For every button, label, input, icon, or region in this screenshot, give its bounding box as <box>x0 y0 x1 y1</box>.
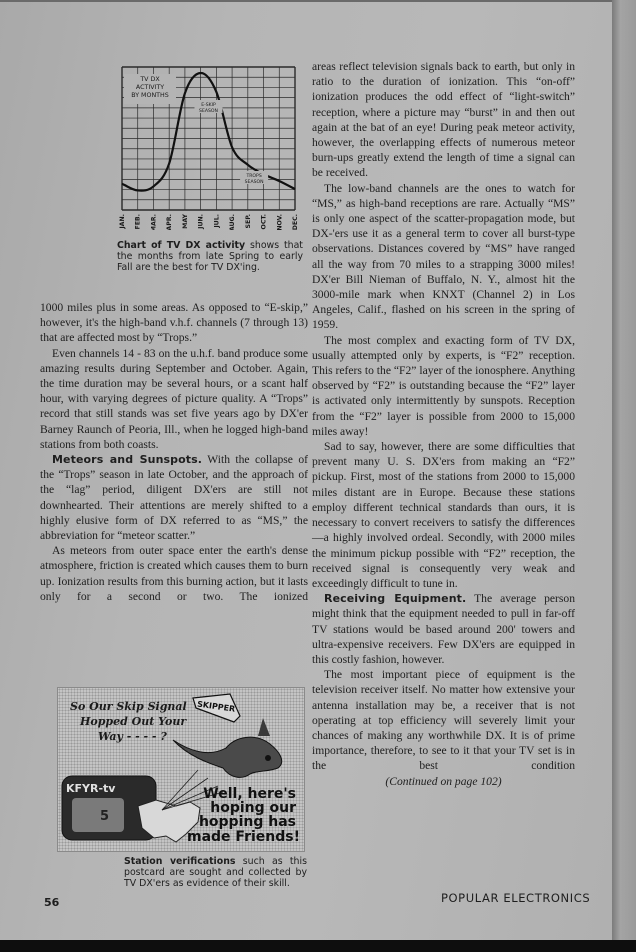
paragraph <box>40 452 308 543</box>
magazine-name-footer: POPULAR ELECTRONICS <box>441 891 591 905</box>
paragraph: The most complex and exacting form of TV DX, usually attempted only by experts, is “F2” reception. This refers to the “F2” layer of the ionosphere. Anything observed by “F2” is outstanding because the “F2” layer is activated only intermittently by sunspots. Reception from the “F2” layer is possible from 2000 to 15,000 miles away! <box>312 333 575 438</box>
page-number: 56 <box>44 896 60 909</box>
chart-caption-bold: Chart of TV DX activity <box>117 240 246 251</box>
svg-text:SEASON: SEASON <box>199 109 218 114</box>
paragraph: As meteors from outer space enter the earth's dense atmosphere, friction is created which causes them to burn up. Ionization results from this burning action, but it lasts only for a second or two. The ionized <box>40 544 308 603</box>
section-heading-meteors: Meteors and Sunspots. <box>52 453 203 467</box>
svg-text:OCT.: OCT. <box>260 214 268 230</box>
page-edge-shadow <box>612 0 636 940</box>
postcard-tagline-2: hoping our <box>210 800 296 816</box>
paragraph <box>312 591 575 667</box>
paragraph: Even channels 14 - 83 on the u.h.f. band produce some amazing results during September and October. Again, the time duration may be several hours, or a scant half hour, with varying degrees of picture quality. A “Trops” record that still stands was set five years ago by DX'er Barney Raunch of Peoria, Ill., when he logged high-band stations from both coasts. <box>40 346 308 451</box>
svg-text:TV DX: TV DX <box>140 76 160 83</box>
chart-caption-text: shows that the months from late Spring to early Fall are the best for TV DX'ing. <box>117 240 303 274</box>
svg-text:MAY: MAY <box>181 214 189 229</box>
svg-text:BY MONTHS: BY MONTHS <box>131 92 169 99</box>
svg-text:NOV.: NOV. <box>276 214 284 230</box>
svg-text:AUG.: AUG. <box>229 214 237 230</box>
chart-svg <box>118 62 300 230</box>
postcard-channel: 5 <box>100 809 110 824</box>
left-text-column <box>40 300 308 604</box>
tv-dx-activity-chart <box>118 62 300 230</box>
paragraph: The low-band channels are the ones to watch for “MS,” as high-band receptions are rare. Actually “MS” is only one aspect of the scatter-propagation mode, but DX-'ers use it as a general term to cover all burst-type observations. Distances covered by “MS” have ranged all the way from 70 miles to a strapping 3000 miles! DX'er Bill Nieman of Buffalo, N. Y., almost hit the 3000-mile mark when KNXT (Channel 2) in Los Angeles, Calif., flashed on his screen in the spring of 1959. <box>312 181 575 332</box>
svg-text:JUL.: JUL. <box>213 214 221 228</box>
section-heading-receiving-equipment: Receiving Equipment. <box>324 592 467 606</box>
postcard-caption-text: such as this postcard are sought and collected by TV DX'ers as evidence of their skill. <box>124 856 307 890</box>
svg-text:APR.: APR. <box>166 214 174 230</box>
svg-text:JUN.: JUN. <box>197 214 205 229</box>
svg-text:JAN.: JAN. <box>119 214 126 229</box>
continued-note: (Continued on page 102) <box>385 774 502 788</box>
svg-text:TROPS: TROPS <box>246 174 262 179</box>
paragraph: The most important piece of equipment is the television receiver itself. No matter how extensive your antenna installation may be, a receiver that is not operating at top efficiency will severely limit your chances of making any worthwhile DX. It is of prime importance, therefore, to see to it that your TV set is in the best condition <box>312 668 575 773</box>
right-text-column <box>312 59 575 789</box>
svg-text:ACTIVITY: ACTIVITY <box>135 84 165 91</box>
postcard-tagline-4: made Friends! <box>187 829 300 845</box>
paragraph: 1000 miles plus in some areas. As opposed to “E-skip,” however, it's the high-band v.h.f. channels (7 through 13) that are affected most by “Trops.” <box>40 301 308 345</box>
paragraph-text: With the collapse of the “Trops” season in late October, and the approach of the “lag” period, diligent DX'ers are still not downhearted. Their attentions are merely shifted to a highly elusive form of DX referred to as “MS,” the abbreviation for “meteor scatter.” <box>40 453 308 543</box>
svg-text:FEB.: FEB. <box>134 214 142 230</box>
paragraph-text: The average person might think that the equipment needed to pull in far-off TV stations would be based around 200' towers and ultra-expensive receivers. Few DX'ers are equipped in this costly fashion, however. <box>312 592 575 666</box>
svg-text:MAR.: MAR. <box>150 214 158 230</box>
postcard-caption <box>124 856 307 890</box>
svg-text:SEP.: SEP. <box>244 214 252 229</box>
postcard-headline-3: Way - - - - ? <box>98 730 167 743</box>
postcard-headline-2: Hopped Out Your <box>80 715 187 728</box>
svg-text:DEC.: DEC. <box>292 214 299 230</box>
chart-caption <box>117 240 303 274</box>
svg-text:E-SKIP: E-SKIP <box>201 103 216 108</box>
svg-text:SEASON: SEASON <box>244 180 264 185</box>
paragraph: Sad to say, however, there are some difficulties that prevent many U. S. DX'ers from making an “F2” pickup. First, most of the stations from 2000 to 15,000 miles distant are in Europe. Because these stations employ different technical standards than ours, it is necessary to convert receivers to satisfy the differences—a highly involved ordeal. Secondly, with 2000 miles the minimum pickup possible with “F2” reception, the received signal is consequently very weak and exceedingly difficult to tune in. <box>312 440 575 590</box>
postcard-tagline-1: Well, here's <box>203 786 296 802</box>
postcard-tagline-3: hopping has <box>198 814 296 830</box>
postcard-caption-bold: Station verifications <box>124 856 236 867</box>
skipper-banner-text: SKIPPER <box>196 699 236 714</box>
postcard-headline-1: So Our Skip Signal <box>70 700 187 713</box>
page-bottom-shadow <box>0 940 636 952</box>
postcard-illustration <box>58 688 305 852</box>
paragraph: areas reflect television signals back to earth, but only in ratio to the duration of ionization. This “on-off” ionization produces the odd effect of “light-switch” reception, where a picture may “burst” in and then out again at the bat of an eye! During peak meteor activity, however, the overlapping effects of numerous meteor burn-ups greatly extend the length of time a signal can be received. <box>312 60 575 180</box>
station-verification-postcard <box>57 687 305 852</box>
postcard-station: KFYR-tv <box>66 782 116 795</box>
